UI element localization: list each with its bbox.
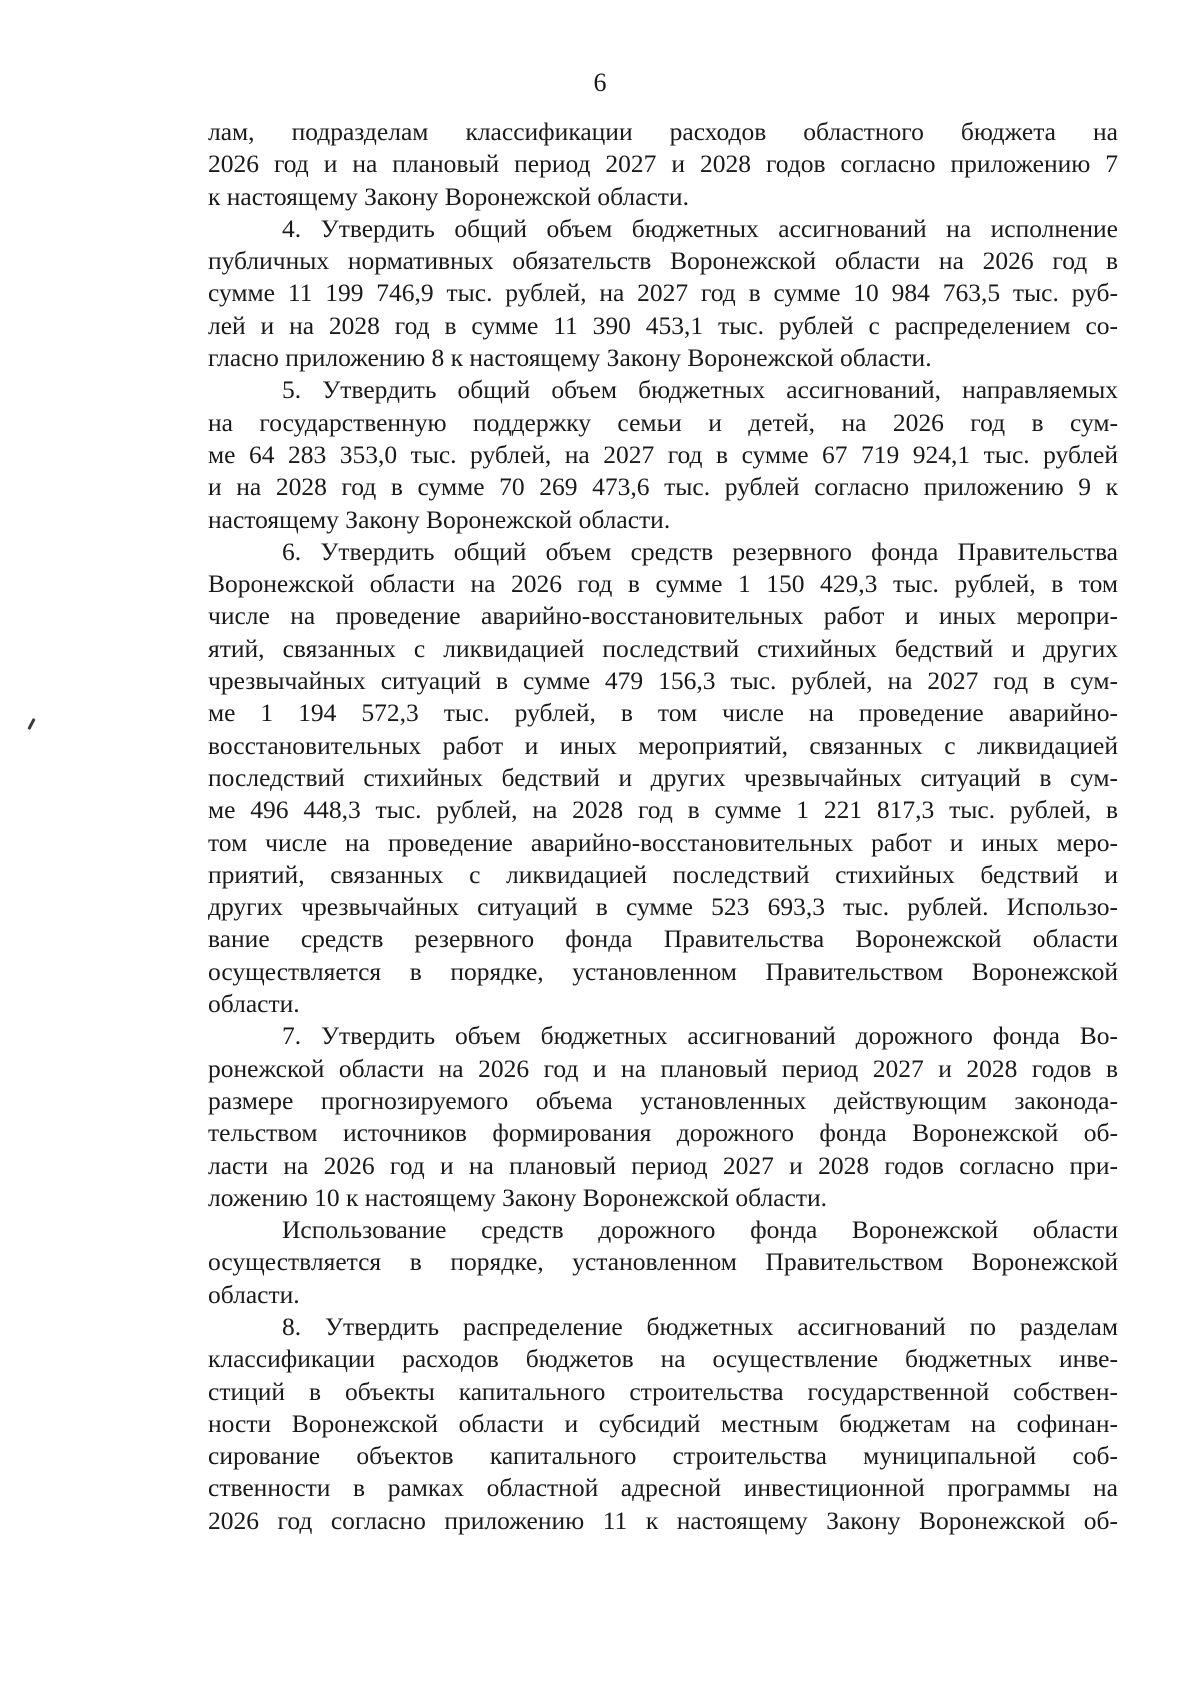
text-line: восстановительных работ и иных мероприятий, связанных с ликвидацией: [208, 730, 1118, 760]
text-line: 6. Утвердить общий объем средств резервного фонда Правительства: [282, 536, 1118, 566]
text-line: к настоящему Закону Воронежской области.: [208, 181, 689, 211]
text-line: последствий стихийных бедствий и других чрезвычайных ситуаций в сум-: [208, 762, 1118, 792]
text-line: других чрезвычайных ситуаций в сумме 523 693,3 тыс. рублей. Использо-: [208, 892, 1118, 922]
text-line: на государственную поддержку семьи и детей, на 2026 год в сум-: [208, 407, 1118, 437]
text-line: ственности в рамках областной адресной инвестиционной программы на: [208, 1473, 1118, 1503]
text-line: ласти на 2026 год и на плановый период 2027 и 2028 годов согласно при-: [208, 1150, 1118, 1180]
text-line: ме 496 448,3 тыс. рублей, на 2028 год в сумме 1 221 817,3 тыс. рублей, в: [208, 795, 1118, 825]
text-line: осуществляется в порядке, установленном Правительством Воронежской: [208, 956, 1118, 986]
text-line: 8. Утвердить распределение бюджетных ассигнований по разделам: [282, 1311, 1118, 1341]
text-line: 7. Утвердить объем бюджетных ассигнований дорожного фонда Во-: [282, 1021, 1118, 1051]
text-line: сирование объектов капитального строительства муниципальной соб-: [208, 1441, 1118, 1471]
text-line: ронежской области на 2026 год и на плановый период 2027 и 2028 годов в: [208, 1053, 1118, 1083]
text-line: осуществляется в порядке, установленном Правительством Воронежской: [208, 1247, 1118, 1277]
text-line: сумме 11 199 746,9 тыс. рублей, на 2027 год в сумме 10 984 763,5 тыс. руб-: [208, 278, 1118, 308]
text-line: области.: [208, 989, 300, 1019]
text-line: 5. Утвердить общий объем бюджетных ассигнований, направляемых: [282, 375, 1118, 405]
text-line: области.: [208, 1279, 300, 1309]
text-line: 2026 год согласно приложению 11 к настоящему Закону Воронежской об-: [208, 1505, 1118, 1535]
text-line: вание средств резервного фонда Правительства Воронежской области: [208, 924, 1118, 954]
text-line: ятий, связанных с ликвидацией последствий стихийных бедствий и других: [208, 633, 1118, 663]
scan-artifact-mark: [27, 718, 35, 730]
text-line: размере прогнозируемого объема установленных действующим законода-: [208, 1085, 1118, 1115]
text-line: ности Воронежской области и субсидий местным бюджетам на софинан-: [208, 1408, 1118, 1438]
text-line: ме 64 283 353,0 тыс. рублей, на 2027 год в сумме 67 719 924,1 тыс. рублей: [208, 439, 1118, 469]
text-line: том числе на проведение аварийно-восстановительных работ и иных меро-: [208, 827, 1118, 857]
text-line: и на 2028 год в сумме 70 269 473,6 тыс. рублей согласно приложению 9 к: [208, 472, 1118, 502]
text-line: лей и на 2028 год в сумме 11 390 453,1 тыс. рублей с распределением со-: [208, 310, 1118, 340]
page-number: 6: [593, 68, 607, 97]
text-line: 4. Утвердить общий объем бюджетных ассигнований на исполнение: [282, 213, 1118, 243]
text-line: приятий, связанных с ликвидацией последствий стихийных бедствий и: [208, 859, 1118, 889]
text-line: публичных нормативных обязательств Воронежской области на 2026 год в: [208, 246, 1118, 276]
text-line: тельством источников формирования дорожного фонда Воронежской об-: [208, 1118, 1118, 1148]
text-line: стиций в объекты капитального строительства государственной собствен-: [208, 1376, 1118, 1406]
text-line: гласно приложению 8 к настоящему Закону Воронежской области.: [208, 343, 932, 373]
text-line: настоящему Закону Воронежской области.: [208, 504, 671, 534]
text-line: 2026 год и на плановый период 2027 и 2028 годов согласно приложению 7: [208, 149, 1118, 179]
text-line: Использование средств дорожного фонда Воронежской области: [282, 1215, 1118, 1245]
text-line: Воронежской области на 2026 год в сумме 1 150 429,3 тыс. рублей, в том: [208, 569, 1118, 599]
text-line: ложению 10 к настоящему Закону Воронежской области.: [208, 1182, 827, 1212]
document-body: [208, 116, 1118, 1537]
text-line: классификации расходов бюджетов на осуществление бюджетных инве-: [208, 1344, 1118, 1374]
text-line: чрезвычайных ситуаций в сумме 479 156,3 тыс. рублей, на 2027 год в сум-: [208, 666, 1118, 696]
text-line: ме 1 194 572,3 тыс. рублей, в том числе на проведение аварийно-: [208, 698, 1118, 728]
text-line: лам, подразделам классификации расходов областного бюджета на: [208, 117, 1118, 146]
text-line: числе на проведение аварийно-восстановительных работ и иных меропри-: [208, 601, 1118, 631]
